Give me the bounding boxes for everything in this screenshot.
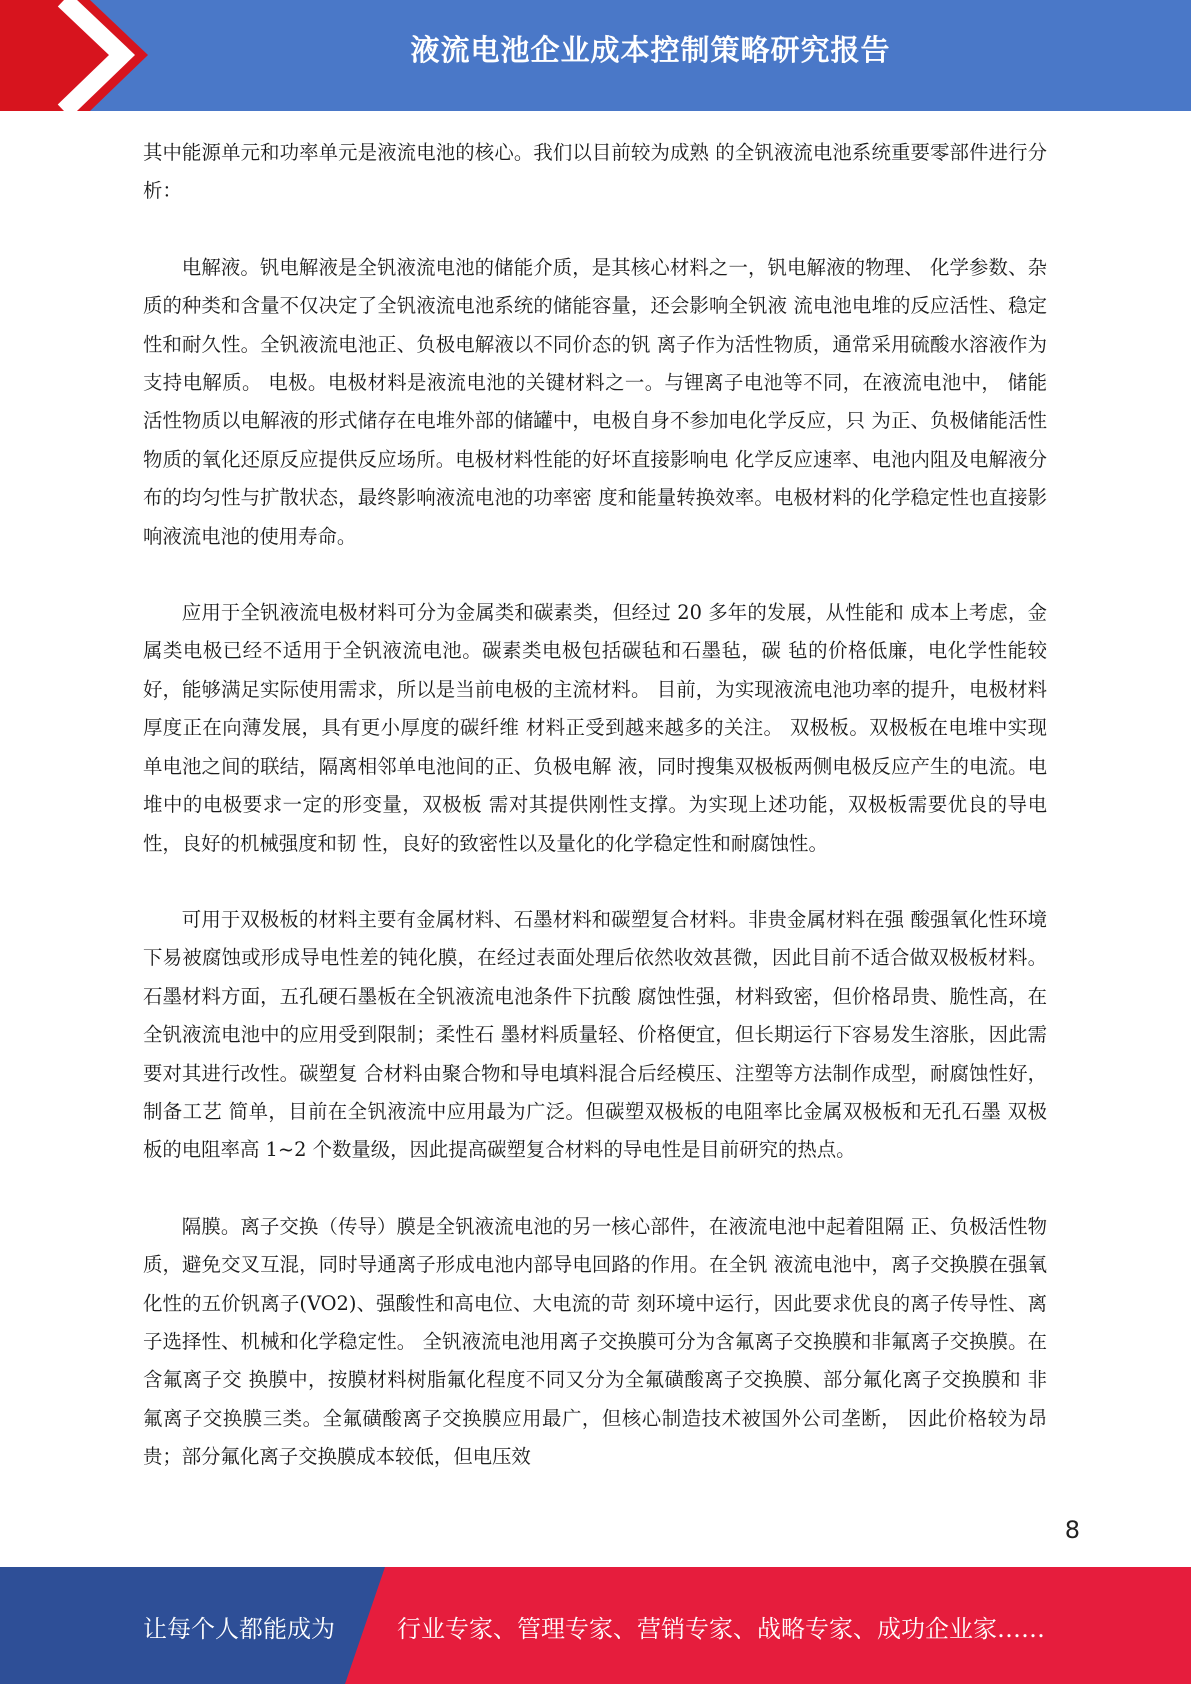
page-number: 8: [1064, 1516, 1080, 1544]
page-header: [0, 0, 1191, 111]
paragraph-electrode-materials: 应用于全钒液流电极材料可分为金属类和碳素类，但经过 20 多年的发展，从性能和 成本上考虑，金属类电极已经不适用于全钒液流电池。碳素类电极包括碳毡和石墨毡，碳 毡的价格低廉，电化学性能较好，能够满足实际使用需求，所以是当前电极的主流材料。 目前，为实现液流电池功率的提升，电极材料厚度正在向薄发展，具有更小厚度的碳纤维 材料正受到越来越多的关注。 双极板。双极板在电堆中实现单电池之间的联结，隔离相邻单电池间的正、负极电解 液，同时搜集双极板两侧电极反应产生的电流。电堆中的电极要求一定的形变量，双极板 需对其提供刚性支撑。为实现上述功能，双极板需要优良的导电性，良好的机械强度和韧 性，良好的致密性以及量化的化学稳定性和耐腐蚀性。: [143, 601, 1047, 855]
paragraph-membrane: 隔膜。离子交换（传导）膜是全钒液流电池的另一核心部件，在液流电池中起着阻隔 正、负极活性物质，避免交叉互混，同时导通离子形成电池内部导电回路的作用。在全钒 液流电池中，离子交换膜在强氧化性的五价钒离子(VO2)、强酸性和高电位、大电流的苛 刻环境中运行，因此要求优良的离子传导性、离子选择性、机械和化学稳定性。 全钒液流电池用离子交换膜可分为含氟离子交换膜和非氟离子交换膜。在含氟离子交 换膜中，按膜材料树脂氟化程度不同又分为全氟磺酸离子交换膜、部分氟化离子交换膜和 非氟离子交换膜三类。全氟磺酸离子交换膜应用最广，但核心制造技术被国外公司垄断， 因此价格较为昂贵；部分氟化离子交换膜成本较低，但电压效: [143, 1214, 1047, 1469]
footer-slogan-left: 让每个人都能成为: [143, 1615, 335, 1643]
report-title: 液流电池企业成本控制策略研究报告: [410, 33, 891, 67]
body-text: [143, 134, 1047, 1515]
page-footer: [0, 1567, 1191, 1684]
footer-slogan-right: 行业专家、管理专家、营销专家、战略专家、成功企业家……: [397, 1615, 1045, 1643]
paragraph-bipolar-plate-materials: 可用于双极板的材料主要有金属材料、石墨材料和碳塑复合材料。非贵金属材料在强 酸强氧化性环境下易被腐蚀或形成导电性差的钝化膜，在经过表面处理后依然收效甚微，因此目前不适合做双极板材料。石墨材料方面，五孔硬石墨板在全钒液流电池条件下抗酸 腐蚀性强，材料致密，但价格昂贵、脆性高，在全钒液流电池中的应用受到限制；柔性石 墨材料质量轻、价格便宜，但长期运行下容易发生溶胀，因此需要对其进行改性。碳塑复 合材料由聚合物和导电填料混合后经模压、注塑等方法制作成型，耐腐蚀性好，制备工艺 简单，目前在全钒液流中应用最为广泛。但碳塑双极板的电阻率比金属双极板和无孔石墨 双极板的电阻率高 1~2 个数量级，因此提高碳塑复合材料的导电性是目前研究的热点。: [143, 907, 1047, 1162]
paragraph-electrolyte-electrode: 电解液。钒电解液是全钒液流电池的储能介质，是其核心材料之一，钒电解液的物理、 化学参数、杂质的种类和含量不仅决定了全钒液流电池系统的储能容量，还会影响全钒液 流电池电堆的反应活性、稳定性和耐久性。全钒液流电池正、负极电解液以不同价态的钒 离子作为活性物质，通常采用硫酸水溶液作为支持电解质。 电极。电极材料是液流电池的关键材料之一。与锂离子电池等不同，在液流电池中， 储能活性物质以电解液的形式储存在电堆外部的储罐中，电极自身不参加电化学反应，只 为正、负极储能活性物质的氧化还原反应提供反应场所。电极材料性能的好坏直接影响电 化学反应速率、电池内阻及电解液分布的均匀性与扩散状态，最终影响液流电池的功率密 度和能量转换效率。电极材料的化学稳定性也直接影响液流电池的使用寿命。: [143, 255, 1047, 548]
paragraph-intro: 其中能源单元和功率单元是液流电池的核心。我们以目前较为成熟 的全钒液流电池系统重要零部件进行分析：: [143, 141, 1047, 203]
